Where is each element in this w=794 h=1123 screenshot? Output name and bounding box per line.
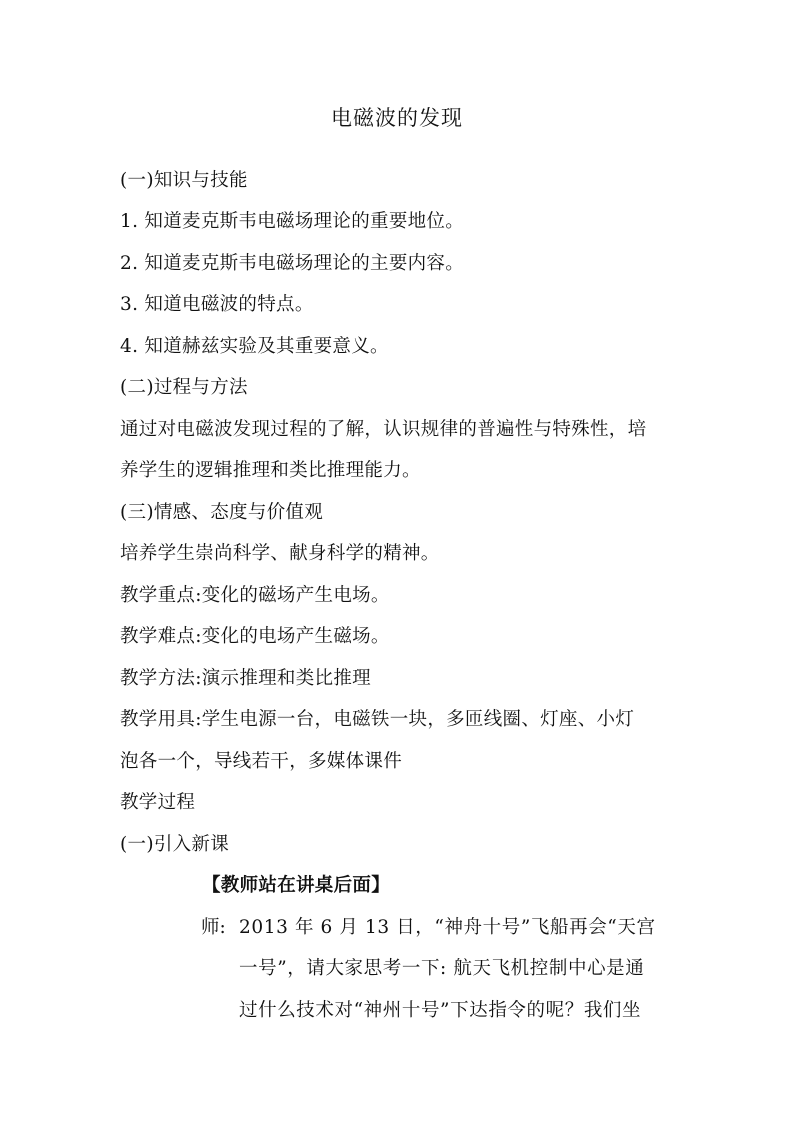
stage-direction-heading: 【教师站在讲桌后面】 [202, 875, 391, 896]
teaching-process-heading: 教学过程 [120, 792, 196, 813]
objective-item-1: 1. 知道麦克斯韦电磁场理论的重要地位。 [120, 211, 465, 232]
dialog-line-3: 过什么技术对“神州十号”下达指令的呢？我们坐 [239, 1000, 642, 1021]
dialog-line-1: 2013 年 6 月 13 日，“神舟十号”飞船再会“天宫 [239, 917, 656, 938]
document-title: 电磁波的发现 [331, 106, 463, 130]
process-paragraph-line-1: 通过对电磁波发现过程的了解，认识规律的普遍性与特殊性，培 [120, 419, 647, 440]
dialog-speaker: 师: [201, 917, 226, 938]
teaching-tools-line-1: 教学用具:学生电源一台，电磁铁一块，多匝线圈、灯座、小灯 [120, 709, 635, 730]
objective-item-4: 4. 知道赫兹实验及其重要意义。 [120, 336, 389, 357]
teaching-difficulty: 教学难点:变化的电场产生磁场。 [120, 626, 390, 647]
section-heading-knowledge: (一)知识与技能 [120, 170, 248, 191]
process-paragraph-line-2: 养学生的逻辑推理和类比推理能力。 [120, 460, 421, 481]
teaching-key-point: 教学重点:变化的磁场产生电场。 [120, 585, 390, 606]
intro-new-lesson-heading: (一)引入新课 [120, 834, 230, 855]
teaching-method: 教学方法:演示推理和类比推理 [120, 668, 371, 689]
section-heading-process: (二)过程与方法 [120, 377, 248, 398]
objective-item-2: 2. 知道麦克斯韦电磁场理论的主要内容。 [120, 253, 465, 274]
teaching-tools-line-2: 泡各一个，导线若干，多媒体课件 [120, 751, 403, 772]
dialog-line-2: 一号”，请大家思考一下: 航天飞机控制中心是通 [239, 958, 645, 979]
values-paragraph: 培养学生崇尚科学、献身科学的精神。 [120, 543, 440, 564]
objective-item-3: 3. 知道电磁波的特点。 [120, 294, 314, 315]
section-heading-values: (三)情感、态度与价值观 [120, 502, 324, 523]
